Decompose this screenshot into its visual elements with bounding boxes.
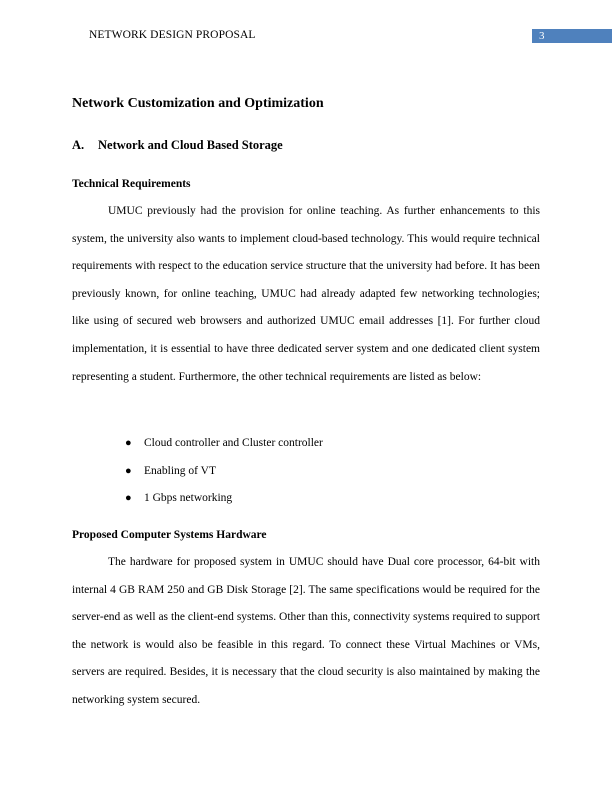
technical-requirements-heading: Technical Requirements	[72, 178, 191, 190]
subsection-title-text: Network and Cloud Based Storage	[98, 138, 283, 152]
list-item	[108, 433, 323, 461]
page-number: 3	[539, 30, 545, 42]
hardware-paragraph: The hardware for proposed system in UMUC should have Dual core processor, 64-bit with internal 4 GB RAM 250 and GB Disk Storage [2]. The same specifications would be required for the server-end as well as the client-end systems. Other than this, connectivity systems required to support the network is would also be feasible in this regard. To connect these Virtual Machines or VMs, servers are required. Besides, it is necessary that the cloud security is also maintained by making the networking system secured.	[72, 556, 540, 706]
list-item	[108, 461, 323, 489]
list-item-text: Cloud controller and Cluster controller	[144, 437, 323, 449]
subsection-title	[72, 138, 283, 153]
running-header-title: NETWORK DESIGN PROPOSAL	[89, 29, 256, 41]
bullet-icon: ●	[125, 437, 132, 449]
technical-requirements-paragraph: UMUC previously had the provision for online teaching. As further enhancements to this system, the university also wants to implement cloud-based technology. This would require technical requirements with respect to the education service structure that the university had before. It has been previously known, for online teaching, UMUC had already adapted few networking technologies; like using of secured web browsers and authorized UMUC email addresses [1]. For further cloud implementation, it is essential to have three dedicated server system and one dedicated client system representing a student. Furthermore, the other technical requirements are listed as below:	[72, 205, 540, 383]
list-item-text: 1 Gbps networking	[144, 492, 233, 505]
bullet-icon: ●	[125, 464, 132, 477]
technical-requirements-list	[108, 433, 323, 516]
subsection-letter: A.	[72, 138, 85, 152]
list-item-text: Enabling of VT	[144, 464, 216, 477]
section-title: Network Customization and Optimization	[72, 96, 324, 111]
bullet-icon: ●	[125, 492, 132, 505]
list-item	[108, 488, 323, 516]
hardware-heading: Proposed Computer Systems Hardware	[72, 529, 267, 541]
page-number-badge	[532, 29, 612, 43]
